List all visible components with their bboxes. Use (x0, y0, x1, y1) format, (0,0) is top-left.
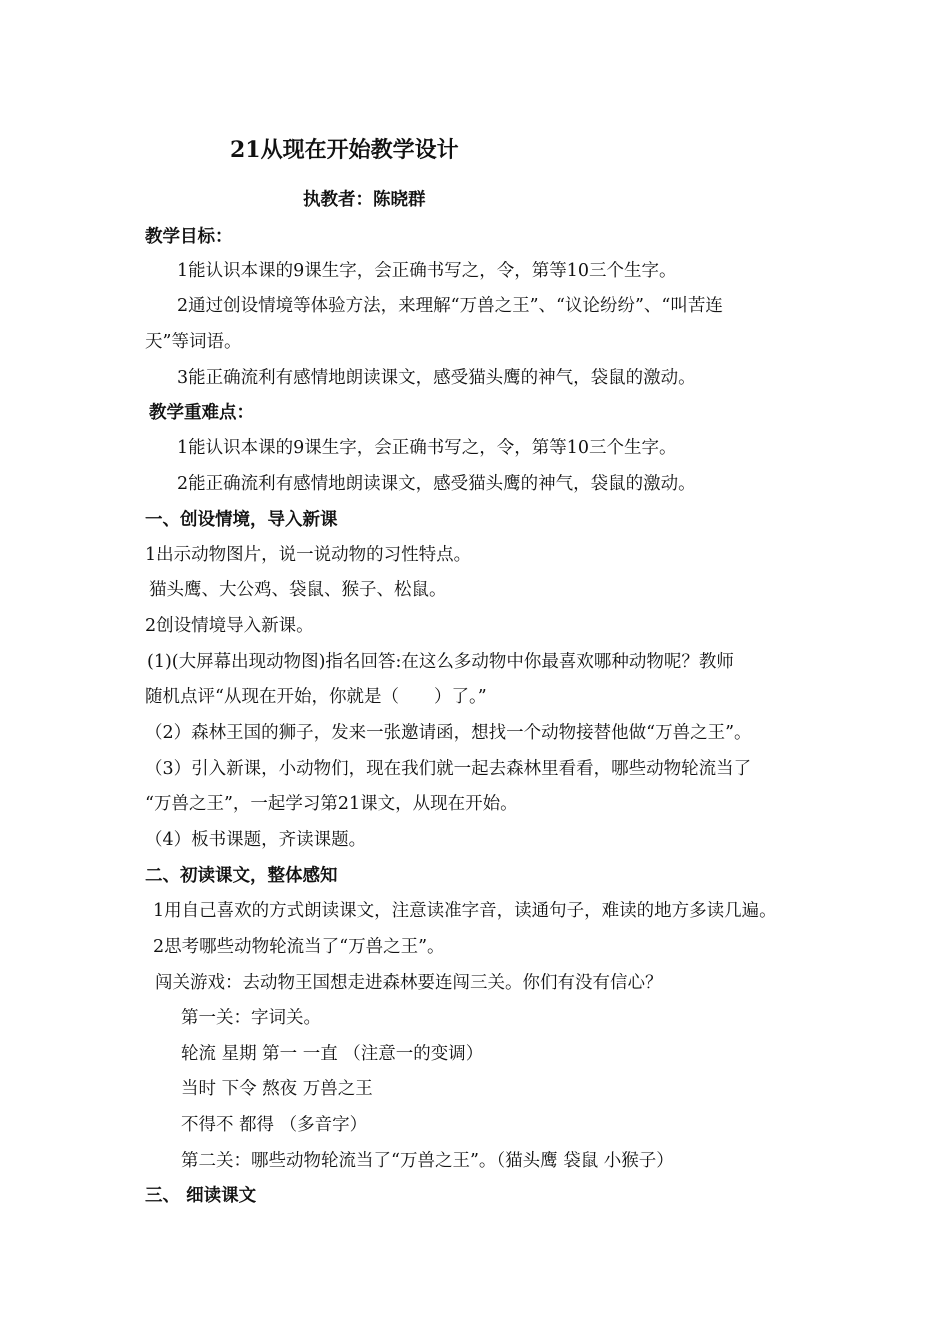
section-2-words-3: 不得不 都得 （多音字） (181, 1115, 368, 1135)
goal-item-1: 1能认识本课的9课生字，会正确书写之，令，第等10三个生字。 (177, 261, 677, 281)
section-1-step-1: 1出示动物图片，说一说动物的习性特点。 (145, 545, 472, 565)
key-points-heading: 教学重难点： (149, 403, 254, 423)
section-2-level-2: 第二关：哪些动物轮流当了“万兽之王”。（猫头鹰 袋鼠 小猴子） (181, 1151, 674, 1171)
section-1-part-3: （3）引入新课，小动物们，现在我们就一起去森林里看看，哪些动物轮流当了 (145, 759, 752, 779)
section-2-words-1: 轮流 星期 第一 一直 （注意一的变调） (181, 1044, 484, 1064)
section-1-animals: 猫头鹰、大公鸡、袋鼠、猴子、松鼠。 (149, 580, 447, 600)
key-point-1: 1能认识本课的9课生字，会正确书写之，令，第等10三个生字。 (177, 438, 677, 458)
section-2-step-1: 1用自己喜欢的方式朗读课文，注意读准字音，读通句子，难读的地方多读几遍。 (153, 901, 777, 921)
goal-item-3: 3能正确流利有感情地朗读课文，感受猫头鹰的神气，袋鼠的激动。 (177, 368, 696, 388)
section-1-part-1-continued: 随机点评“从现在开始，你就是（ ）了。” (145, 687, 487, 707)
document-title: 21从现在开始教学设计 (230, 137, 459, 163)
section-2-heading: 二、初读课文，整体感知 (145, 866, 338, 886)
section-1-step-2: 2创设情境导入新课。 (145, 616, 314, 636)
section-1-part-2: （2）森林王国的狮子，发来一张邀请函，想找一个动物接替他做“万兽之王”。 (145, 723, 752, 743)
section-3-heading: 三、 细读课文 (145, 1186, 257, 1206)
section-2-step-2: 2思考哪些动物轮流当了“万兽之王”。 (153, 937, 445, 957)
section-2-game: 闯关游戏：去动物王国想走进森林要连闯三关。你们有没有信心？ (155, 973, 663, 993)
section-1-heading: 一、创设情境，导入新课 (145, 510, 338, 530)
section-1-part-1: (1)(大屏幕出现动物图)指名回答:在这么多动物中你最喜欢哪种动物呢？教师 (147, 652, 734, 672)
section-2-level-1: 第一关：字词关。 (181, 1008, 321, 1028)
key-point-2: 2能正确流利有感情地朗读课文，感受猫头鹰的神气，袋鼠的激动。 (177, 474, 696, 494)
section-1-part-4: （4）板书课题，齐读课题。 (145, 830, 367, 850)
author-line: 执教者：陈晓群 (303, 190, 426, 210)
goals-heading: 教学目标： (145, 227, 233, 247)
section-2-words-2: 当时 下令 熬夜 万兽之王 (181, 1079, 373, 1099)
section-1-part-3-continued: “万兽之王”，一起学习第21课文，从现在开始。 (145, 794, 518, 814)
goal-item-2: 2通过创设情境等体验方法，来理解“万兽之王”、“议论纷纷”、“叫苦连 (177, 296, 723, 316)
goal-item-2-continued: 天”等词语。 (145, 332, 242, 352)
